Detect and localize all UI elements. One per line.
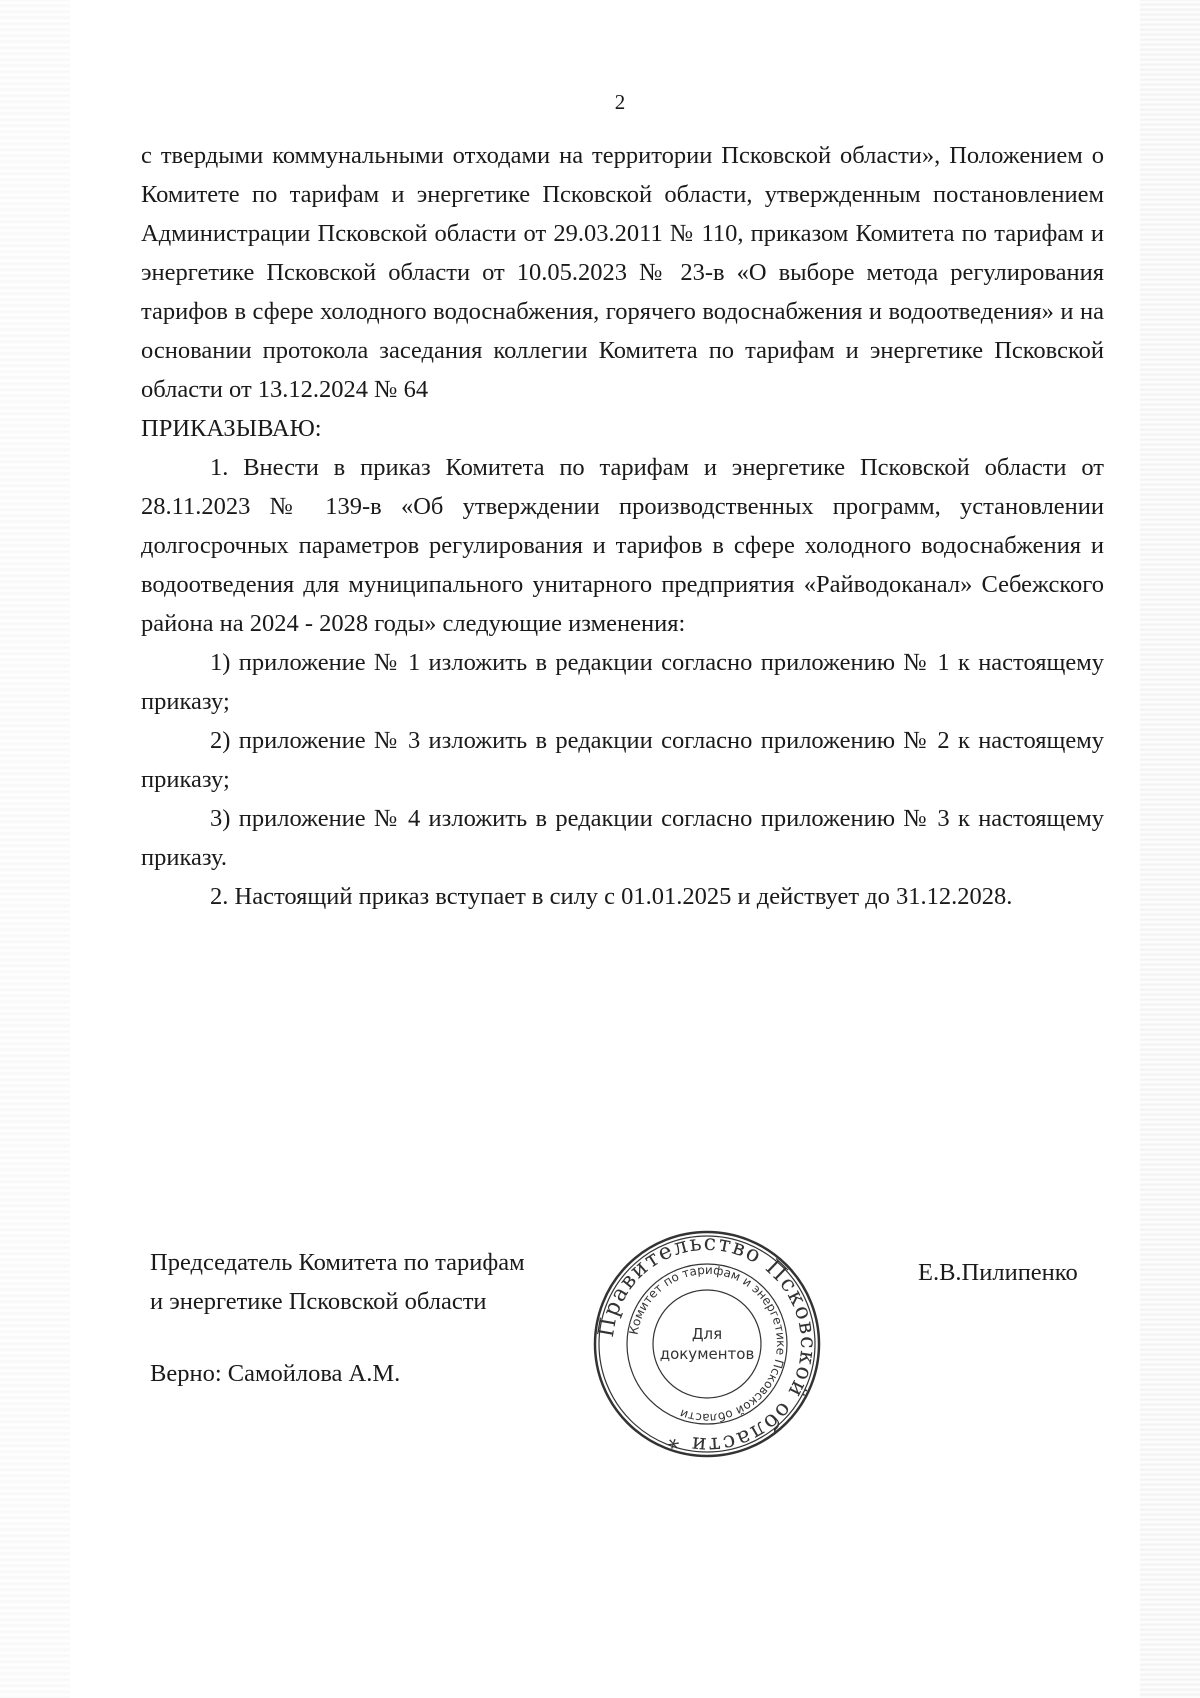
document-body xyxy=(141,136,1104,916)
order-word: ПРИКАЗЫВАЮ: xyxy=(141,415,322,442)
preamble-paragraph: с твердыми коммунальными отходами на территории Псковской области», Положением о Комитете по тарифам и энергетике Псковской области, утвержденным постановлением Администрации Псковской области от 29.03.2011 № 110, приказом Комитета по тарифам и энергетике Псковской области от 10.05.2023 № 23-в «О выборе метода регулирования тарифов в сфере холодного водоснабжения, горячего водоснабжения и водоотведения» и на основании протокола заседания коллегии Комитета по тарифам и энергетике Псковской области от 13.12.2024 № 64 xyxy=(141,142,1104,403)
subitem-3: 3) приложение № 4 изложить в редакции согласно приложению № 3 к настоящему приказу. xyxy=(141,805,1104,871)
seal-center-line-1: Для xyxy=(691,1325,723,1343)
signatory-name: Е.В.Пилипенко xyxy=(918,1259,1078,1286)
seal-inner-text: Комитет по тарифам и энергетике Псковской области xyxy=(626,1262,789,1426)
scan-edge-right xyxy=(1140,0,1200,1698)
seal-center-line-2: документов xyxy=(659,1345,755,1363)
signatory-position-line-1: Председатель Комитета по тарифам xyxy=(150,1249,525,1276)
verified-line: Верно: Самойлова А.М. xyxy=(150,1360,401,1387)
seal-outer-text: Правительство Псковской области * xyxy=(593,1230,821,1458)
item-2: 2. Настоящий приказ вступает в силу с 01.01.2025 и действует до 31.12.2028. xyxy=(210,883,1013,910)
subitem-2: 2) приложение № 3 изложить в редакции согласно приложению № 2 к настоящему приказу; xyxy=(141,727,1104,793)
item-1: 1. Внести в приказ Комитета по тарифам и энергетике Псковской области от 28.11.2023 № 139-в «Об утверждении производственных программ, установлении долгосрочных параметров регулирования и тарифов в сфере холодного водоснабжения и водоотведения для муниципального унитарного предприятия «Райводоканал» Себежского района на 2024 - 2028 годы» следующие изменения: xyxy=(141,454,1104,637)
official-seal xyxy=(591,1228,823,1460)
signatory-position-line-2: и энергетике Псковской области xyxy=(150,1288,487,1315)
scan-edge-left xyxy=(0,0,70,1698)
signatory-position xyxy=(150,1243,525,1321)
subitem-1: 1) приложение № 1 изложить в редакции согласно приложению № 1 к настоящему приказу; xyxy=(141,649,1104,715)
page-number: 2 xyxy=(614,90,626,114)
